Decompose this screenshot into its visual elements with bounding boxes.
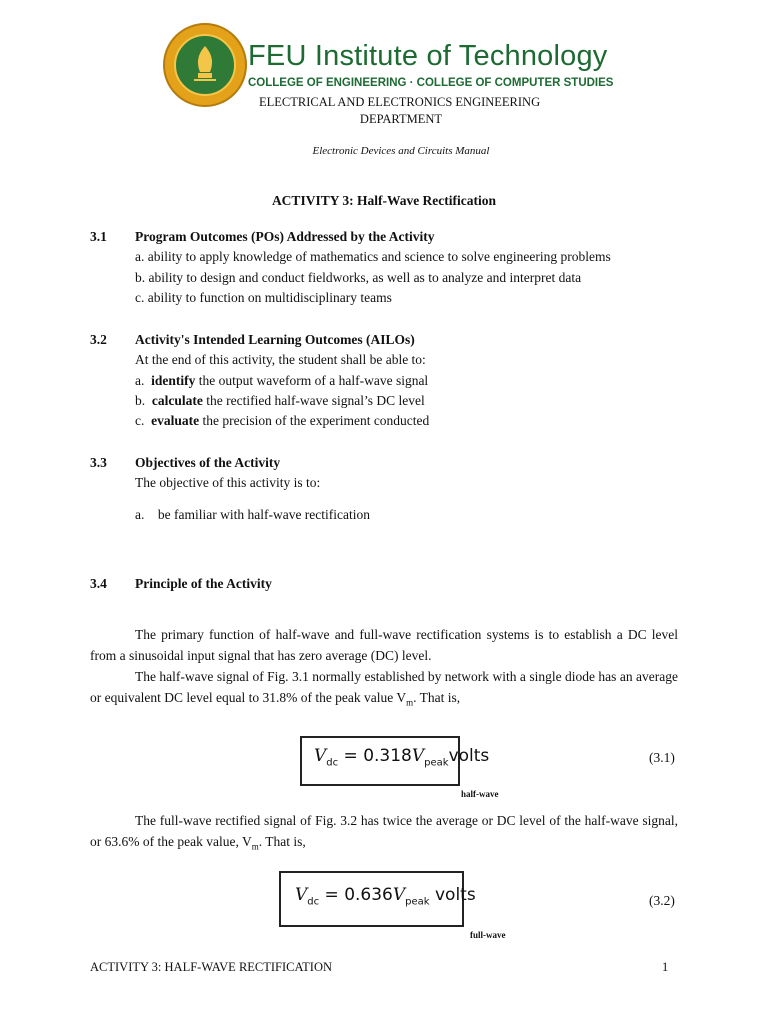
manual-title: Electronic Devices and Circuits Manual — [312, 145, 490, 157]
activity-title: ACTIVITY 3: Half-Wave Rectification — [271, 193, 497, 208]
po-item-a: a. ability to apply knowledge of mathematics and science to solve engineering problems — [135, 249, 611, 264]
institution-seal-icon — [163, 23, 247, 107]
section-heading-3-1: Program Outcomes (POs) Addressed by the Activity — [135, 229, 435, 244]
equation-3-1: $V_{dc}$ = $0.318V_{peak}volts$ — [300, 736, 460, 786]
principle-paragraph-2: The half-wave signal of Fig. 3.1 normally established by network with a single diode has an average or equivalent DC level equal to 31.8% of the peak value $V_m$. That is, — [90, 669, 678, 708]
page-number: 1 — [662, 960, 669, 974]
section-number-3-4: 3.4 — [90, 576, 107, 591]
section-heading-3-2: Activity's Intended Learning Outcomes (AILOs) — [135, 332, 415, 347]
principle-paragraph-1: The primary function of half-wave and full-wave rectification systems is to establish a DC level from a sinusoidal input signal that has zero average (DC) level. — [90, 627, 678, 663]
section-heading-3-3: Objectives of the Activity — [135, 455, 281, 470]
ailo-item-a: a. identify the output waveform of a half-wave signal — [135, 373, 429, 388]
section-number-3-2: 3.2 — [90, 332, 107, 347]
page-footer: ACTIVITY 3: HALF-WAVE RECTIFICATION — [90, 960, 332, 974]
department-line-1: ELECTRICAL AND ELECTRONICS ENGINEERING — [259, 95, 541, 109]
section-number-3-1: 3.1 — [90, 229, 107, 244]
institution-name: FEU Institute of Technology — [248, 40, 608, 72]
objective-item-a: a. be familiar with half-wave rectification — [135, 507, 371, 522]
equation-3-2-tag: (3.2) — [649, 893, 675, 908]
ailo-item-c: c. evaluate the precision of the experiment conducted — [135, 413, 430, 428]
equation-3-2: $V_{dc} = 0.636V_{peak}$ volts — [279, 871, 464, 927]
po-item-b: b. ability to design and conduct fieldworks, as well as to analyze and interpret data — [135, 270, 582, 285]
objective-intro: The objective of this activity is to: — [135, 475, 321, 490]
ailo-intro: At the end of this activity, the student shall be able to: — [135, 352, 426, 367]
equation-3-1-tag: (3.1) — [649, 750, 675, 765]
equation-3-2-note: full-wave — [470, 930, 506, 940]
principle-paragraph-3: The full-wave rectified signal of Fig. 3.2 has twice the average or DC level of the half-wave signal, or 63.6% of the peak value, $V_m$. That is, — [90, 813, 678, 852]
ailo-item-b: b. calculate the rectified half-wave signal’s DC level — [135, 393, 425, 408]
equation-3-1-note: half-wave — [461, 789, 499, 799]
section-heading-3-4: Principle of the Activity — [135, 576, 272, 591]
colleges-line: COLLEGE OF ENGINEERING · COLLEGE OF COMPUTER STUDIES — [248, 77, 614, 89]
section-number-3-3: 3.3 — [90, 455, 107, 470]
po-item-c: c. ability to function on multidisciplinary teams — [135, 290, 392, 305]
department-line-2: DEPARTMENT — [359, 112, 443, 126]
